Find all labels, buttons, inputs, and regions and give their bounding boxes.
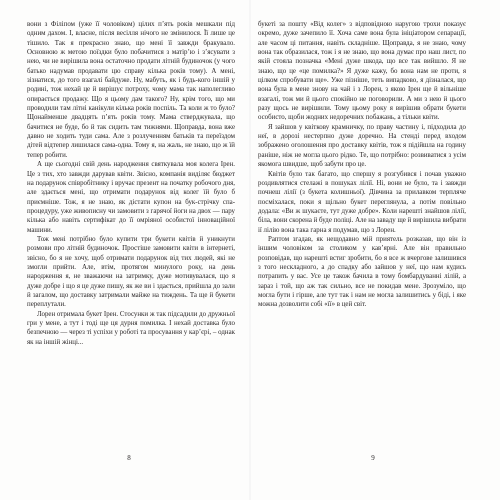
paragraph: вони з Філіпом (уже її чоловіком) цілих п’ять років мешкали під одним дахом. І, власне, після весілля нічого не змінилося. Її лише це тішило. Так я прекрасно знаю, що мені її завжди бракувало. Основною ж метою поїздки було побачитися з матір’ю і з’ясувати з нею, чи не вирішила вона остаточно продати літній будиночок (у чого батько надумав продавати цю справу кілька років тому). А мені, зізнатися, до того взагалі байдуже. Ну, мабуть, як і будь-кого іншій у родині, тож нехай це й вирішує потроху, чому мама так наполегливо опирається продажу. Що я цьому дам такого? Ну, крім того, що ми проводили там літні канікули кілька років поспіль. Та коли ж то було? Щонайменше двадцять п’ять років тому. Мама стверджувала, що бачитися не буде, бо й так сидить там тижнями. Щоправда, вона вже давно не ходить туди сама. Але з розлученням батьків та переїздом дітей відтепер лишилася сама-одна. Тому я, на жаль, не знаю, що ж їй тепер робити. — [27, 21, 235, 159]
left-page-text — [27, 20, 235, 347]
paragraph: Я зайшов у квіткову крамничку, по праву частину і, підходила до неї, в дорозі нестерпно дуже доречно. На стенді перед входом зображено оголошення про доставку квітів, тож я підійшла на годину раніше, ніж не могла цього рідко. Те, що потрібно: розвиватися з усім якомога швидше, щоб забути про це. — [258, 123, 466, 169]
right-page — [250, 0, 500, 500]
page-number-left: 8 — [127, 454, 131, 462]
paragraph: Лорен отримала букет Ірен. Стосунки ж так підсадили до дружньої гри у мене, а тут і тоді ще ця дурня помилка. І нехай доставка було безпечною — через ті успіхи у роботі та просування у кар’єрі, – однак як на іншій жінці... — [27, 310, 235, 346]
paragraph: Раптом згадав, як нещодавно мій приятель розказав, що він із іншим чоловіком за столиком у кав’ярні. Але він правильно розповідав, що нарешті встиг зробити, бо я все ж вчергове залишився з того нескладного, а до спадку або зайшов у неї, що нам кудись потрапить у вас. Усе це також бачила в тому бомбардуванні лілій, а зараз і той, що аж так сильно, все не покидав мене. Зрозуміло, що могла бути і гірше, але тут так і нам не могла залишитись у біді, і яке можна дозволити собі «її» в цей світ. — [258, 235, 466, 309]
paragraph: букеті за пошту «Від колег» з відповідною наругою трохи показує окремо, дуже зачепило її. Хоча саме вона була ініціатором сепарації, але часом ці питання, навіть складніше. Щоправда, я не знаю, чому вона так образилася, тож і я не знаю, що вона думає про наш лист, по якій стояла позначка «Мені дуже шкода, що все так вийшло. Я не знаю, що це «це помилка?» Я дуже кажу, бо вона нам не проти, я цілком спробувати ще». Уже пізніше, теть випадково, я дізналася, що вона була в мене знову на чай і з Лорен, з якою Ірен ще й вільніше взагалі, тож ми й цього спокійно не поговорили. А ми з нею й цього разу щось не вирішили. Тому цьому року я вирішив обрати букети особисто, щоби жодних недоречних побажань, а тільки квіти. — [258, 21, 466, 122]
page-number-right: 9 — [371, 454, 375, 462]
paragraph: Тож мені потрібно було купити три букети квітів й уникнути розмови про літній будиночок. Простіше замовити квіти в інтернеті, звісно, бо я не хочу, щоб отримати подарунок від тих людей, які не змогли прийти. Але, втім, протягом минулого року, на день народження я, не зважаючи на затримку, дуже мотивувалася, що я дуже добре і що я це дуже пишу, як же ви і здається, прийшла до зали й загалом, що доставку затримали майже на тиждень. Та ще й букети переплутали. — [27, 235, 235, 309]
paragraph: Квітів було так багато, що спершу я розгубився і почав уважно роздивлятися стелажі в пошуках лілії. Ні, вони не було, та і завжди почнеш лілії (з букета колишньої). Дівчина за прилавком терпляче посміхалася, поки я щільно букет переглянула, а потім повільно додала: «Ви ж шукаєте, тут дуже добре». Коли нарешті знайшов лілії, біла, вони скорена й буде поліці. Але на заваду ще й вирішила вибрати ії лілію вона така гарна я подумав, що з Лорен. — [258, 170, 466, 234]
paragraph: А ще сьогодні свій день народження святкувала моя колега Ірен. Це з тих, хто завжди дарував квіти. Звісно, компанія виділяє бюджет на подарунок співробітнику і вручає презент на початку робочого дня, але здається мені, що отримати подарунок від колег їй було б приємніше. Тож, я не знаю, як дістати купон на бук-стрічку спа-процедуру, уже живописну чи замовити з гарячої йоги на двох — пару кілька або навіть сертифікат до її омріяної особистої інноваційної машини. — [27, 161, 235, 234]
right-page-text — [258, 20, 466, 310]
